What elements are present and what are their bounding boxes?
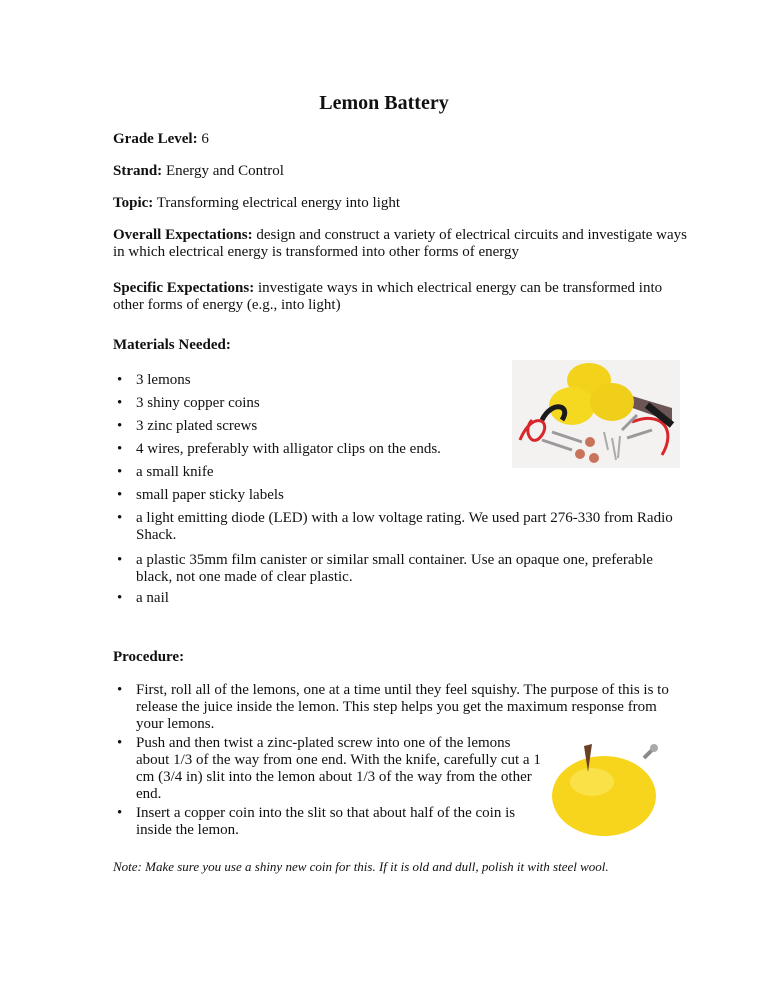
list-item-line: end. [136,786,162,802]
topic-value: Transforming electrical energy into light [156,195,401,211]
list-item-line: Shack. [136,527,177,543]
list-item-line: a light emitting diode (LED) with a low voltage rating. We used part 276-330 from Radio [136,510,673,526]
materials-list-item [136,487,716,504]
strand-value: Energy and Control [165,163,284,179]
topic-label: Topic: [113,195,154,211]
list-item-line: cm (3/4 in) slit into the lemon about 1/3 of the way from the other [136,769,532,785]
procedure-list-item [136,682,669,733]
materials-list-item [136,552,716,586]
list-item-line: 3 shiny copper coins [136,395,260,411]
bullet-icon: • [117,395,123,411]
grade-label: Grade Level: [113,131,198,147]
specific-line2: other forms of energy (e.g., into light) [113,297,341,313]
overall-line2: in which electrical energy is transformed into other forms of energy [113,244,519,260]
materials-photo [512,360,680,468]
list-item-line: Insert a copper coin into the slit so that about half of the coin is [136,805,516,821]
bullet-icon: • [117,487,123,503]
list-item-line: 4 wires, preferably with alligator clips on the ends. [136,441,441,457]
bullet-icon: • [117,510,123,526]
list-item-line: inside the lemon. [136,822,239,838]
bullet-icon: • [117,441,123,457]
list-item-line: a nail [136,590,169,606]
specific-line1: investigate ways in which electrical energy can be transformed into [257,280,663,296]
list-item-line: small paper sticky labels [136,487,284,503]
materials-list-item [136,590,716,607]
list-item-line: Push and then twist a zinc-plated screw into one of the lemons [136,735,511,751]
specific-expectations [113,280,713,314]
list-item-line: about 1/3 of the way from one end. With the knife, carefully cut a 1 [136,752,541,768]
bullet-icon: • [117,682,123,698]
bullet-icon: • [117,590,123,606]
bullet-icon: • [117,418,123,434]
list-item-line: 3 zinc plated screws [136,418,258,434]
note: Note: Make sure you use a shiny new coin for this. If it is old and dull, polish it with steel wool. [113,859,609,874]
bullet-icon: • [117,372,123,388]
strand-label: Strand: [113,163,163,179]
bullet-icon: • [117,805,123,821]
lemon-photo [548,738,660,840]
materials-heading: Materials Needed: [113,337,231,353]
grade-value: 6 [201,131,209,147]
list-item-line: 3 lemons [136,372,191,388]
topic [113,195,673,212]
list-item-line: your lemons. [136,716,215,732]
list-item-line: release the juice inside the lemon. This step helps you get the maximum response from [136,699,657,715]
list-item-line: black, not one made of clear plastic. [136,569,353,585]
overall-expectations [113,227,713,261]
grade-level [113,131,673,148]
list-item-line: First, roll all of the lemons, one at a time until they feel squishy. The purpose of this is to [136,682,669,698]
bullet-icon: • [117,552,123,568]
page-title: Lemon Battery [319,92,449,114]
list-item-line: a plastic 35mm film canister or similar small container. Use an opaque one, preferable [136,552,653,568]
list-item-line: a small knife [136,464,214,480]
overall-line1: design and construct a variety of electrical circuits and investigate ways [256,227,687,243]
strand [113,163,673,180]
overall-label: Overall Expectations: [113,227,253,243]
procedure-heading: Procedure: [113,649,185,665]
specific-label: Specific Expectations: [113,280,255,296]
materials-list-item [136,510,716,544]
bullet-icon: • [117,735,123,751]
bullet-icon: • [117,464,123,480]
